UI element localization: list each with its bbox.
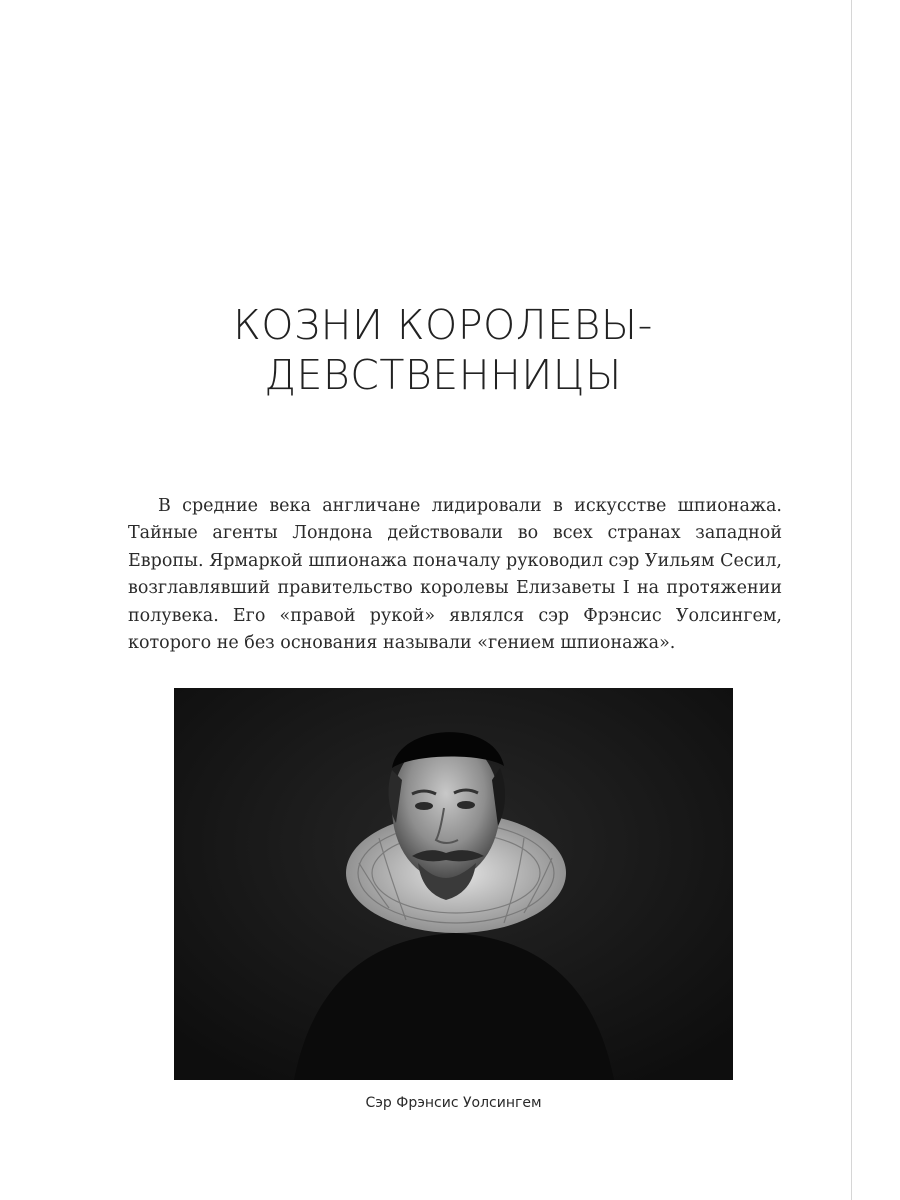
portrait-illustration (174, 688, 733, 1080)
page-edge-line (851, 0, 852, 1200)
chapter-title-line-2: ДЕВСТВЕННИЦЫ (264, 351, 622, 399)
chapter-title-line-1: КОЗНИ КОРОЛЕВЫ- (233, 301, 653, 349)
chapter-title (0, 300, 886, 400)
photo-caption: Сэр Фрэнсис Уолсингем (365, 1095, 542, 1111)
body-paragraph: В средние века англичане лидировали в искусстве шпионажа. Тайные агенты Лондона действовали во всех странах западной Европы. Ярмаркой шпионажа поначалу руководил сэр Уильям Сесил, возглавлявший правительство королевы Елизаветы I на протяжении полувека. Его «правой рукой» являлся сэр Фрэнсис Уолсингем, которого не без основания называли «гением шпионажа». (128, 496, 782, 654)
portrait-photo (174, 688, 733, 1080)
